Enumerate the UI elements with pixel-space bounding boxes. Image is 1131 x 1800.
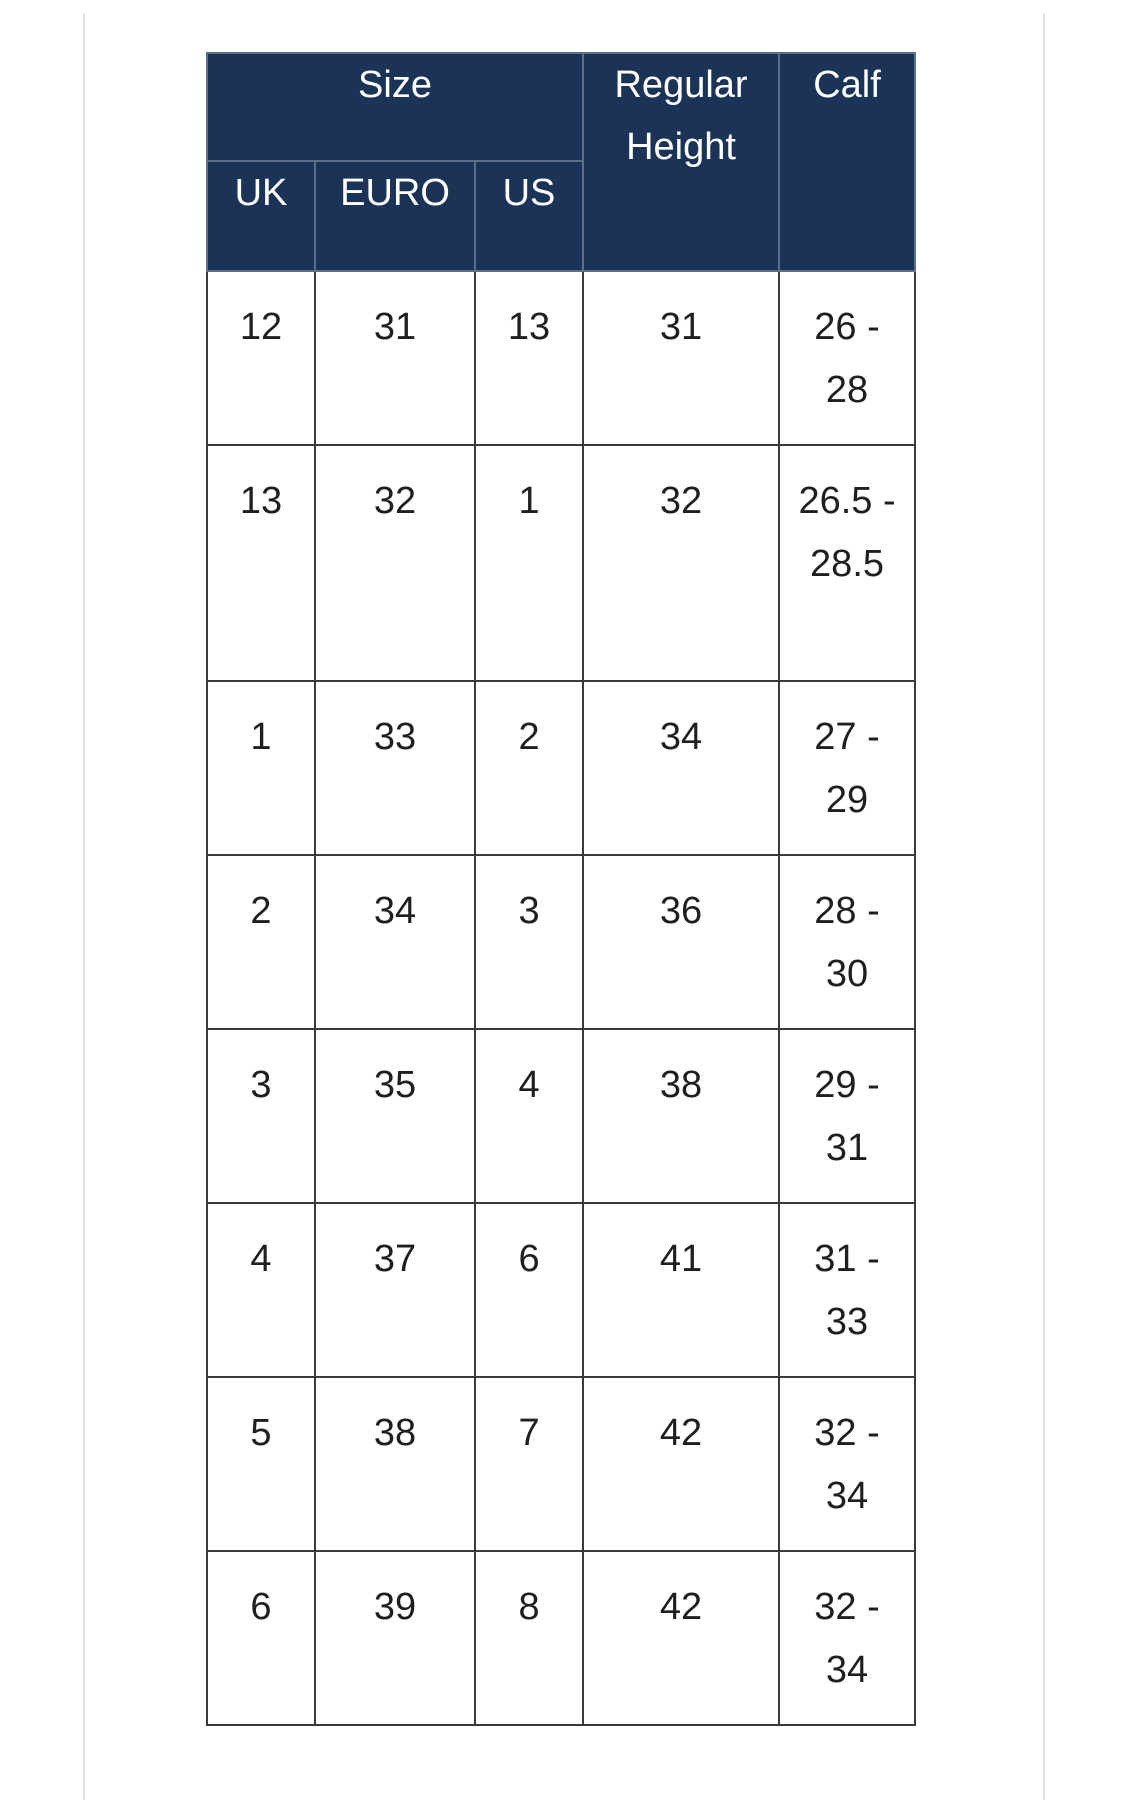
cell-uk: 12 [207,271,315,445]
cell-regular-height: 38 [583,1029,779,1203]
cell-uk: 5 [207,1377,315,1551]
table-row [207,1203,915,1377]
cell-calf [779,1029,915,1203]
table-row [207,1377,915,1551]
cell-calf [779,271,915,445]
table-row [207,1029,915,1203]
cell-euro: 39 [315,1551,475,1725]
calf-range: 32 - 34 [814,1412,880,1517]
table-row [207,445,915,681]
cell-euro: 33 [315,681,475,855]
size-chart-body [207,271,915,1725]
calf-range: 26 - 28 [814,306,880,411]
cell-regular-height: 42 [583,1377,779,1551]
calf-range: 32 - 34 [814,1586,880,1691]
header-calf: Calf [779,53,915,271]
cell-euro: 31 [315,271,475,445]
size-chart-header [207,53,915,271]
cell-us: 2 [475,681,583,855]
table-row [207,681,915,855]
page-divider-right [1043,14,1045,1800]
cell-uk: 6 [207,1551,315,1725]
calf-range: 27 - 29 [814,716,880,821]
cell-uk: 4 [207,1203,315,1377]
cell-us: 8 [475,1551,583,1725]
calf-range: 26.5 - 28.5 [798,480,896,585]
header-size: Size [207,53,583,161]
cell-us: 7 [475,1377,583,1551]
cell-us: 13 [475,271,583,445]
cell-euro: 38 [315,1377,475,1551]
cell-euro: 34 [315,855,475,1029]
cell-us: 3 [475,855,583,1029]
cell-us: 4 [475,1029,583,1203]
cell-calf [779,1551,915,1725]
cell-calf [779,855,915,1029]
cell-calf [779,681,915,855]
header-regular-height: Regular Height [583,53,779,271]
table-row [207,271,915,445]
cell-calf [779,445,915,681]
page-divider-left [83,14,85,1800]
cell-euro: 37 [315,1203,475,1377]
cell-euro: 32 [315,445,475,681]
cell-regular-height: 41 [583,1203,779,1377]
size-chart-table [206,52,916,1726]
header-row-top [207,53,915,161]
cell-us: 1 [475,445,583,681]
cell-regular-height: 36 [583,855,779,1029]
cell-regular-height: 42 [583,1551,779,1725]
header-us: US [475,161,583,271]
calf-range: 31 - 33 [814,1238,880,1343]
cell-regular-height: 32 [583,445,779,681]
table-row [207,1551,915,1725]
calf-range: 29 - 31 [814,1064,880,1169]
calf-range: 28 - 30 [814,890,880,995]
table-row [207,855,915,1029]
cell-regular-height: 31 [583,271,779,445]
header-uk: UK [207,161,315,271]
cell-calf [779,1203,915,1377]
cell-us: 6 [475,1203,583,1377]
cell-uk: 2 [207,855,315,1029]
cell-euro: 35 [315,1029,475,1203]
cell-regular-height: 34 [583,681,779,855]
cell-uk: 3 [207,1029,315,1203]
cell-uk: 13 [207,445,315,681]
cell-calf [779,1377,915,1551]
cell-uk: 1 [207,681,315,855]
header-euro: EURO [315,161,475,271]
